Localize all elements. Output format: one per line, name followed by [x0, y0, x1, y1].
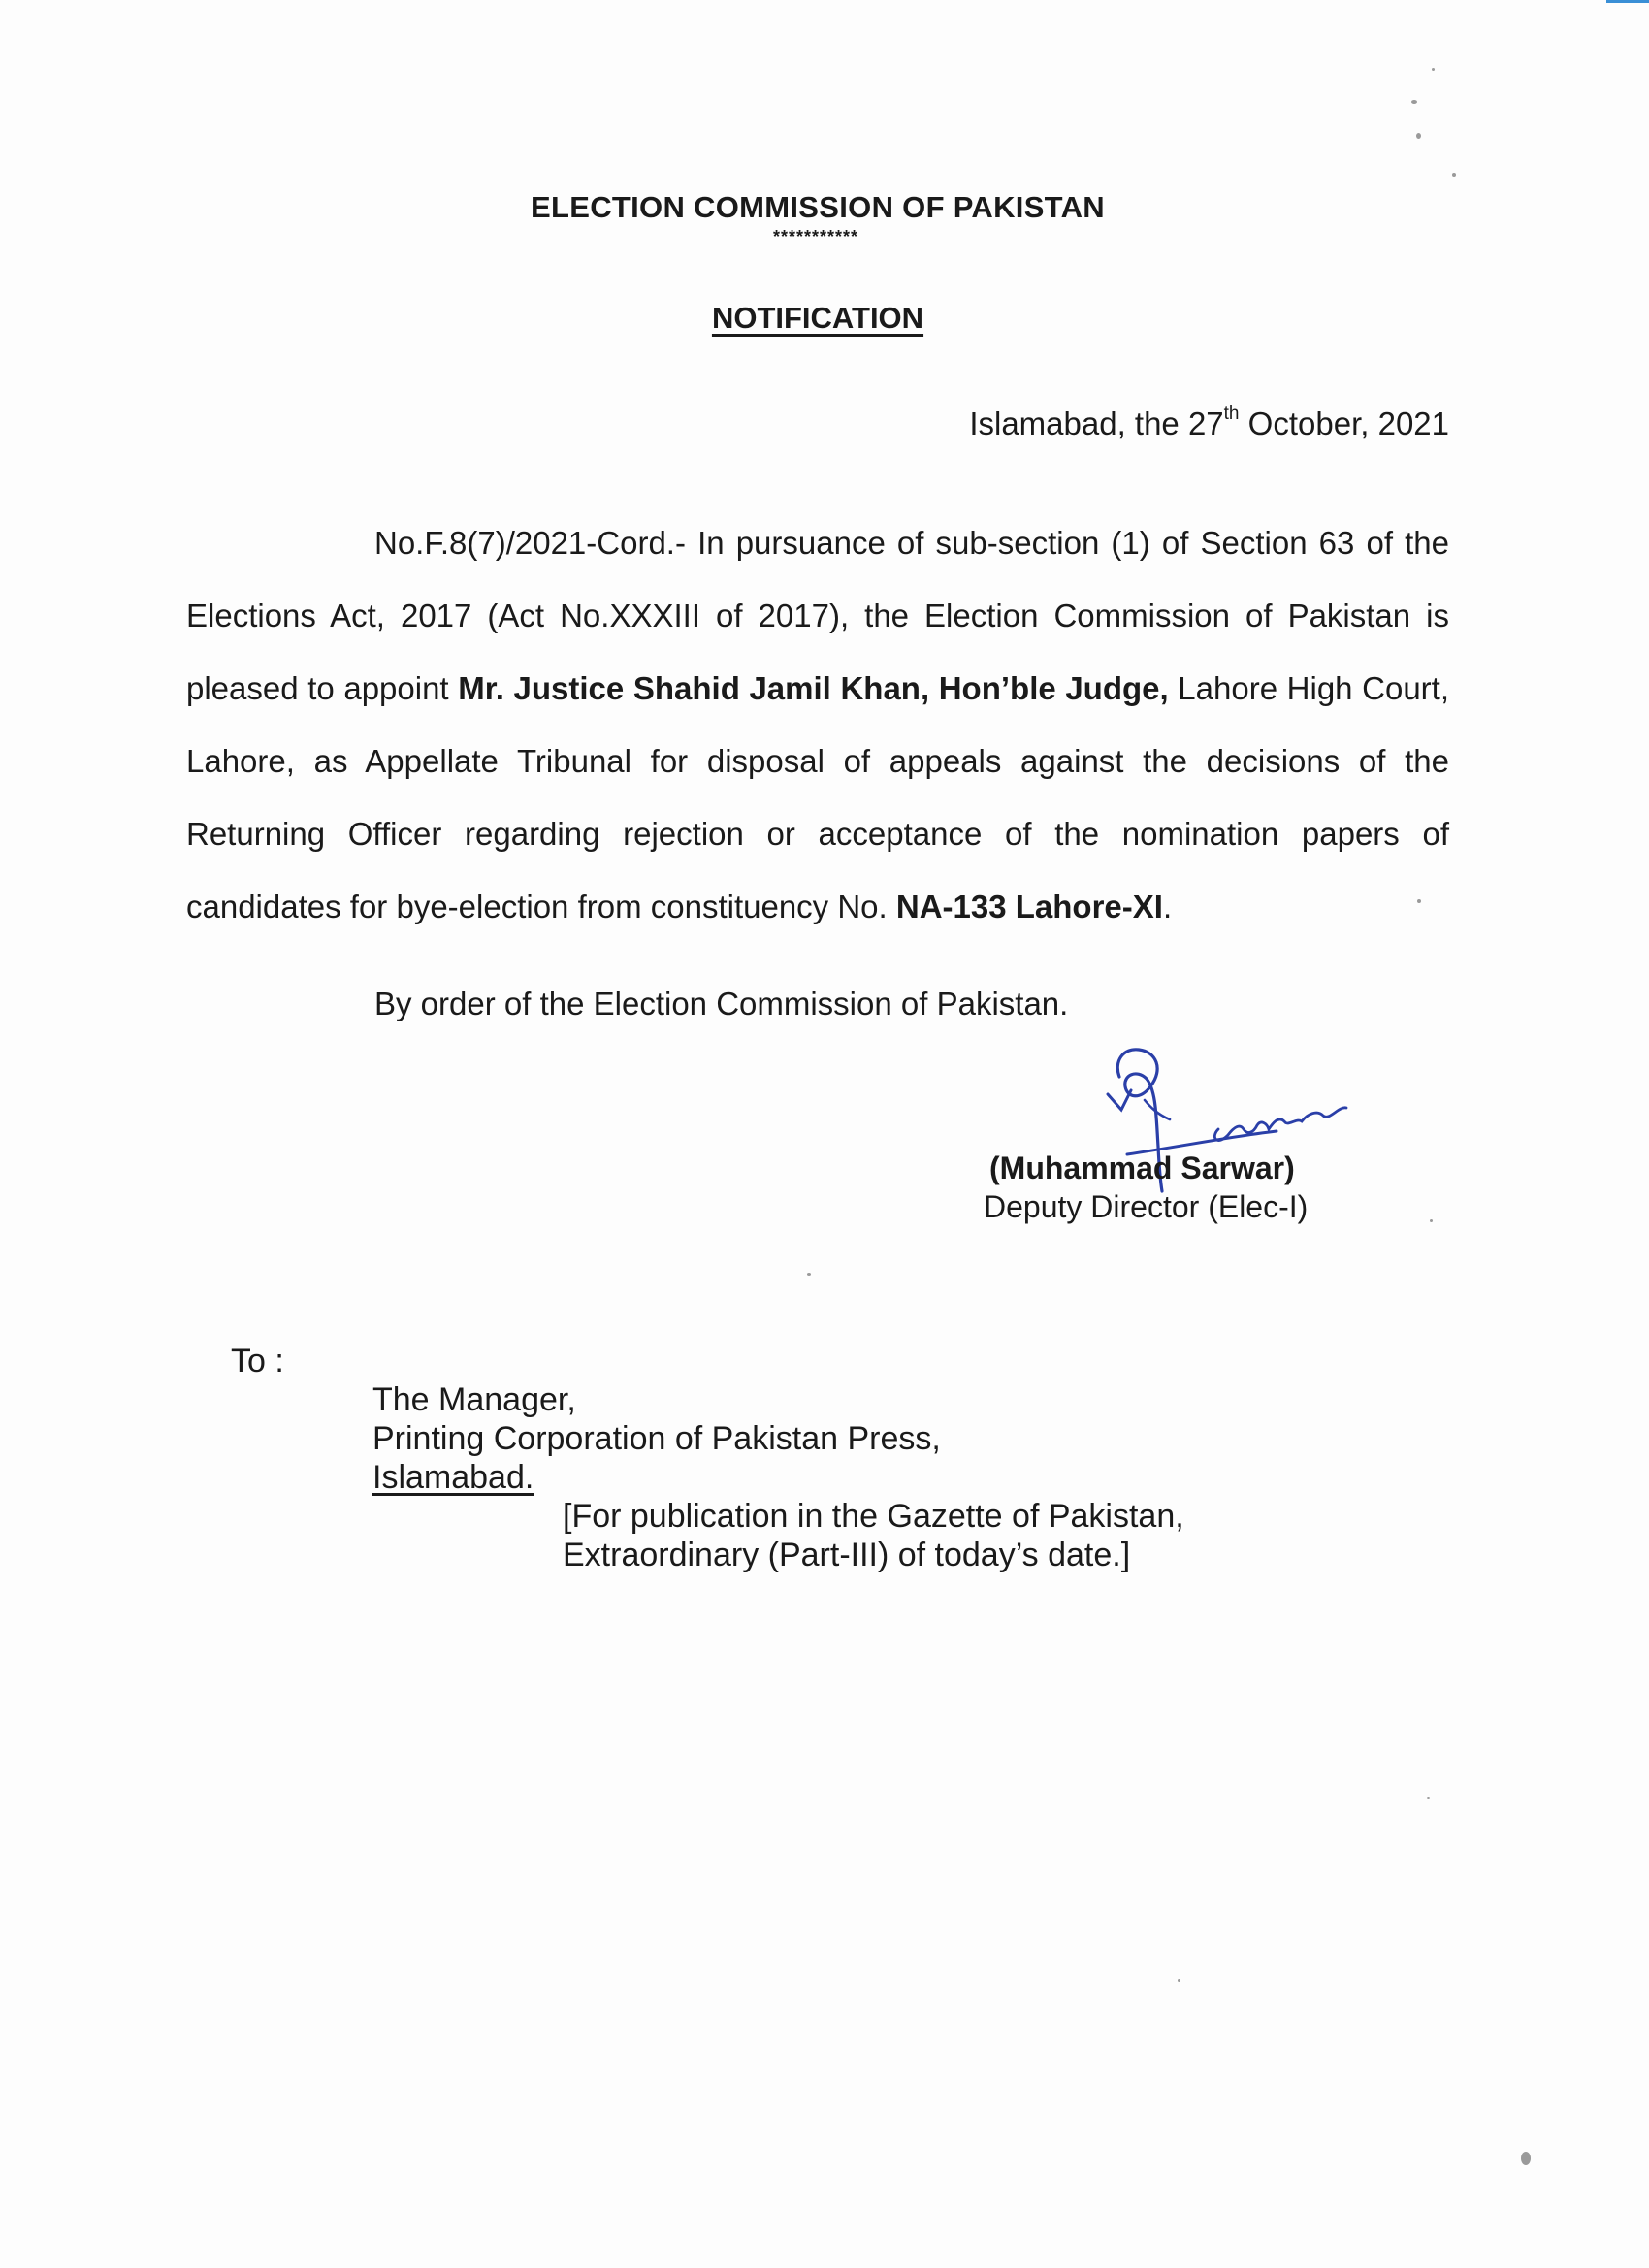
body-text-part3: . [1162, 889, 1173, 924]
scan-speck [1416, 133, 1421, 139]
scan-speck [1430, 1219, 1433, 1222]
notification-body [186, 506, 1449, 943]
body-text-part2: Lahore High Court, Lahore, as Appellate Tribunal for disposal of appeals against the decisions of the Returning Officer regarding rejection or acceptance of the nomination papers of candidates for bye-election from constituency No. [186, 670, 1450, 924]
scan-speck [1427, 1797, 1430, 1799]
publication-note-line-2: Extraordinary (Part-III) of today’s date.] [563, 1537, 1131, 1573]
recipient-line-2: Printing Corporation of Pakistan Press, [372, 1420, 941, 1457]
scan-speck [1178, 1979, 1180, 1982]
appointee-name: Mr. Justice Shahid Jamil Khan, Hon’ble Judge, [458, 670, 1169, 706]
document-type-heading: NOTIFICATION [711, 301, 924, 335]
scan-speck [1432, 68, 1435, 71]
constituency-name: NA-133 Lahore-XI [895, 889, 1163, 924]
scan-speck [1411, 100, 1417, 104]
to-label: To : [231, 1343, 284, 1379]
signatory-name: (Muhammad Sarwar) [989, 1150, 1295, 1185]
scan-speck [1417, 899, 1421, 903]
order-line: By order of the Election Commission of Pakistan. [374, 986, 1069, 1021]
date-suffix: October, 2021 [1239, 405, 1449, 441]
signatory-designation: Deputy Director (Elec-I) [984, 1189, 1309, 1224]
scan-speck [807, 1273, 811, 1276]
scan-speck [1521, 2152, 1531, 2165]
date-prefix: Islamabad, the 27 [969, 405, 1224, 441]
date-ordinal: th [1223, 404, 1240, 424]
scan-edge-mark [1606, 0, 1649, 3]
scan-speck [1452, 173, 1456, 177]
recipient-line-3: Islamabad. [372, 1459, 534, 1496]
body-text-part1: No.F.8(7)/2021-Cord.- In pursuance of sub-section (1) of Section 63 of the Elections Act, 2017 (Act No.XXXIII of 2017), the Election Commission of Pakistan is pleased to appoint [186, 525, 1449, 706]
organization-title: ELECTION COMMISSION OF PAKISTAN [531, 190, 1105, 224]
date-line [969, 405, 1449, 442]
title-separator: *********** [772, 227, 859, 246]
publication-note-line-1: [For publication in the Gazette of Pakistan, [563, 1498, 1184, 1535]
recipient-line-1: The Manager, [372, 1381, 576, 1418]
